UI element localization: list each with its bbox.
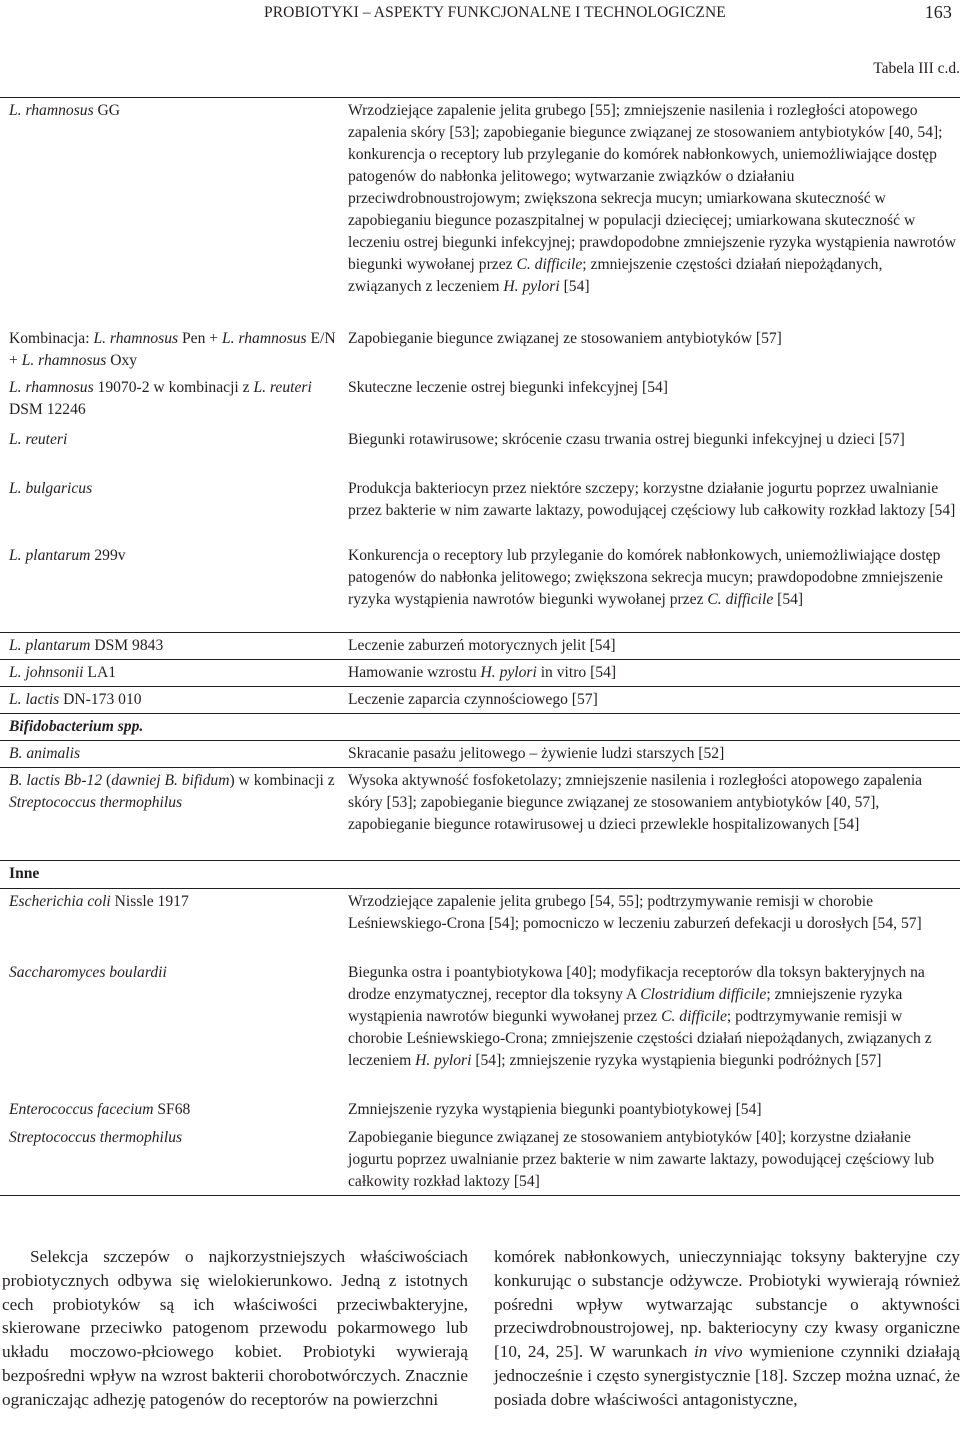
table-row xyxy=(0,889,960,960)
strain-cell: L. reuteri xyxy=(9,431,68,448)
table-row xyxy=(0,427,960,476)
probiotics-table xyxy=(0,97,960,1196)
table-row xyxy=(0,1125,960,1195)
body-paragraph-right: komórek nabłonkowych, unieczynniając toksyny bakteryjne czy konkurując o substancje odżywcze. Probiotyki wywierają również pośredni wpływ wytwarzając substancje o aktywności przeciwdrobnoustrojowej, np. bakteriocyny czy kwasy organiczne [10, 24, 25]. W warunkach in vivo wymienione czynniki działają jednocześnie i często synergistycznie [18]. Szczep można uznać, że posiada dobre właściwości antagonistyczne, xyxy=(494,1247,960,1409)
table-row xyxy=(0,768,960,861)
table-row xyxy=(0,1097,960,1125)
strain-cell: L. plantarum DSM 9843 xyxy=(9,637,164,654)
effect-cell: Leczenie zaburzeń motorycznych jelit [54] xyxy=(348,637,616,654)
strain-cell: B. lactis Bb-12 (dawniej B. bifidum) w kombinacji z Streptococcus thermophilus xyxy=(9,772,335,811)
page-number: 163 xyxy=(924,2,952,22)
table-continuation-label: Tabela III c.d. xyxy=(873,60,960,77)
effect-cell: Biegunki rotawirusowe; skrócenie czasu trwania ostrej biegunki infekcyjnej u dzieci [57] xyxy=(348,431,905,448)
section-title: Inne xyxy=(9,865,40,882)
effect-cell: Produkcja bakteriocyn przez niektóre szczepy; korzystne działanie jogurtu poprzez uwalnianie przez bakterie w nim zawarte laktazy, powodującej częściowy lub całkowity rozkład laktozy [54] xyxy=(348,480,956,519)
table-row xyxy=(0,687,960,714)
strain-cell: Streptococcus thermophilus xyxy=(9,1129,183,1146)
effect-cell: Wysoka aktywność fosfoketolazy; zmniejszenie nasilenia i rozległości atopowego zapalenia skóry [53]; zapobieganie biegunce związanej ze stosowaniem antybiotyków [40, 57], zapobieganie biegunce rotawirusowej u dzieci przewlekle hospitalizowanych [54] xyxy=(348,772,923,833)
table-row xyxy=(0,375,960,427)
table-row xyxy=(0,960,960,1097)
effect-cell: Skracanie pasażu jelitowego – żywienie ludzi starszych [52] xyxy=(348,745,725,762)
strain-cell: L. plantarum 299v xyxy=(9,547,126,564)
effect-cell: Hamowanie wzrostu H. pylori in vitro [54] xyxy=(348,664,617,681)
effect-cell: Skuteczne leczenie ostrej biegunki infekcyjnej [54] xyxy=(348,379,668,396)
strain-cell: L. lactis DN-173 010 xyxy=(9,691,142,708)
body-column-left xyxy=(2,1245,468,1412)
table-row xyxy=(0,326,960,375)
effect-cell: Zapobieganie biegunce związanej ze stosowaniem antybiotyków [57] xyxy=(348,330,782,347)
section-title: Bifidobacterium spp. xyxy=(9,718,144,735)
effect-cell: Zmniejszenie ryzyka wystąpienia biegunki poantybiotykowej [54] xyxy=(348,1101,762,1118)
effect-cell: Zapobieganie biegunce związanej ze stosowaniem antybiotyków [40]; korzystne działanie jogurtu poprzez uwalnianie przez bakterie w nim zawarte laktazy, powodującej częściowy lub całkowity rozkład laktozy [54] xyxy=(348,1129,935,1190)
effect-cell: Wrzodziejące zapalenie jelita grubego [55]; zmniejszenie nasilenia i rozległości atopowego zapalenia skóry [53]; zapobieganie biegunce związanej ze stosowaniem antybiotyków [40, 54]; konkurencja o receptory lub przyleganie do komórek nabłonkowych, uniemożliwiające dostęp patogenów do nabłonka jelitowego; wytwarzanie związków o działaniu przeciwdrobnoustrojowym; zwiększona sekrecja mucyn; umiarkowana skuteczność w zapobieganiu biegunce pozaszpitalnej w populacji dziecięcej; umiarkowana skuteczność w leczeniu ostrej biegunki infekcyjnej; prawdopodobne zmniejszenie ryzyka wystąpienia nawrotów biegunki wywołanej przez C. difficile; zmniejszenie częstości działań niepożądanych, związanych z leczeniem H. pylori [54] xyxy=(348,102,956,295)
strain-cell: L. bulgaricus xyxy=(9,480,93,497)
running-header xyxy=(264,2,952,24)
strain-cell: B. animalis xyxy=(9,745,81,762)
table-row xyxy=(0,543,960,633)
strain-cell: L. rhamnosus GG xyxy=(9,102,121,119)
effect-cell: Leczenie zaparcia czynnościowego [57] xyxy=(348,691,598,708)
table-row xyxy=(0,98,960,326)
strain-cell: Escherichia coli Nissle 1917 xyxy=(9,893,189,910)
strain-cell: Kombinacja: L. rhamnosus Pen + L. rhamnosus E/N + L. rhamnosus Oxy xyxy=(9,330,336,369)
effect-cell: Biegunka ostra i poantybiotykowa [40]; modyfikacja receptorów dla toksyn bakteryjnych na drodze enzymatycznej, receptor dla toksyny A Clostridium difficile; zmniejszenie ryzyka wystąpienia nawrotów biegunki wywołanej przez C. difficile; podtrzymywanie remisji w chorobie Leśniewskiego-Crona; zmniejszenie częstości działań niepożądanych, związanych z leczeniem H. pylori [54]; zmniejszenie ryzyka wystąpienia biegunki podróżnych [57] xyxy=(348,964,932,1069)
table-section-header xyxy=(0,714,960,741)
table-row xyxy=(0,633,960,660)
table-row xyxy=(0,741,960,768)
strain-cell: L. rhamnosus 19070-2 w kombinacji z L. reuteri DSM 12246 xyxy=(9,379,312,418)
body-column-right xyxy=(494,1245,960,1412)
body-text xyxy=(0,1245,960,1449)
table-section-header xyxy=(0,861,960,889)
running-title: PROBIOTYKI – ASPEKTY FUNKCJONALNE I TECHNOLOGICZNE xyxy=(264,4,726,21)
effect-cell: Wrzodziejące zapalenie jelita grubego [54, 55]; podtrzymywanie remisji w chorobie Leśniewskiego-Crona [54]; pomocniczo w leczeniu zaburzeń defekacji u dorosłych [54, 57] xyxy=(348,893,922,932)
table-row xyxy=(0,476,960,543)
strain-cell: L. johnsonii LA1 xyxy=(9,664,117,681)
strain-cell: Enterococcus facecium SF68 xyxy=(9,1101,191,1118)
table-row xyxy=(0,660,960,687)
strain-cell: Saccharomyces boulardii xyxy=(9,964,167,981)
effect-cell: Konkurencja o receptory lub przyleganie do komórek nabłonkowych, uniemożliwiające dostęp patogenów do nabłonka jelitowego; zwiększona sekrecja mucyn; prawdopodobne zmniejszenie ryzyka wystąpienia nawrotów biegunki wywołanej przez C. difficile [54] xyxy=(348,547,943,608)
body-paragraph-left: Selekcja szczepów o najkorzystniejszych właściwościach probiotycznych odbywa się wielokierunkowo. Jedną z istotnych cech probiotyków są ich właściwości przeciwbakteryjne, skierowane przeciwko patogenom przewodu pokarmowego lub układu moczowo-płciowego kobiet. Probiotyki wywierają bezpośredni wpływ na wzrost bakterii chorobotwórczych. Znacznie ograniczając adhezję patogenów do receptorów na powierzchni xyxy=(2,1247,468,1409)
